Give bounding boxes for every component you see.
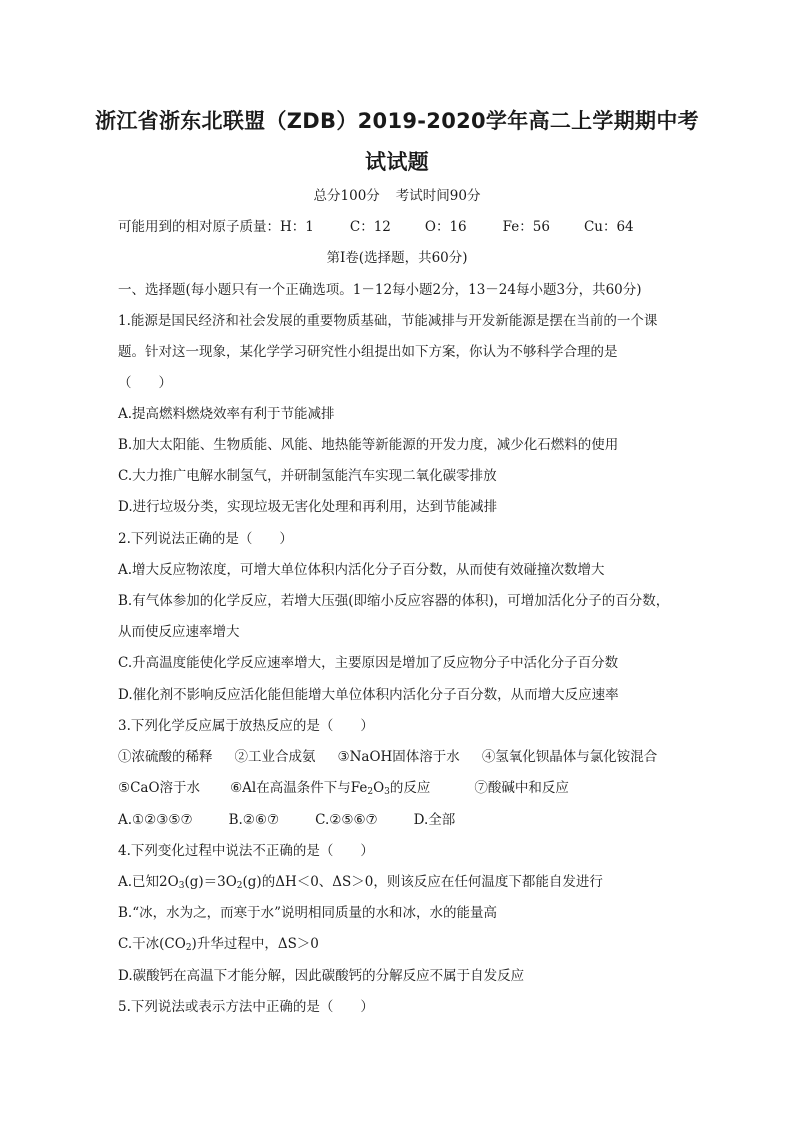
- mass-h: H：1: [280, 219, 314, 235]
- q3-option-b: B.②⑥⑦: [228, 812, 280, 828]
- q3-options: [118, 811, 455, 829]
- q1-blank: （ ）: [118, 375, 172, 391]
- total-score: 总分100分: [313, 188, 380, 204]
- q3-item-7: ⑦酸碱中和反应: [474, 780, 569, 796]
- q1-option-d: D.进行垃圾分类，实现垃圾无害化处理和再利用，达到节能减排: [118, 499, 498, 515]
- q1-stem-line1: 1.能源是国民经济和社会发展的重要物质基础，节能减排与开发新能源是摆在当前的一个课: [118, 313, 658, 329]
- q2-option-d: D.催化剂不影响反应活化能但能增大单位体积内活化分子百分数，从而增大反应速率: [118, 687, 619, 703]
- q3-item-1: ①浓硫酸的稀释: [118, 749, 213, 765]
- q2-option-c: C.升高温度能使化学反应速率增大，主要原因是增加了反应物分子中活化分子百分数: [118, 655, 619, 671]
- exam-meta: [60, 187, 734, 205]
- atomic-mass-line: [118, 218, 634, 236]
- exam-title-line1: 浙江省浙东北联盟（ZDB）2019-2020学年高二上学期期中考: [95, 109, 699, 133]
- q2-option-b-line1: B.有气体参加的化学反应，若增大压强(即缩小反应容器的体积)，可增加活化分子的百分数，: [118, 593, 670, 609]
- atomic-mass-label: 可能用到的相对原子质量：: [118, 219, 280, 235]
- q3-option-d: D.全部: [413, 812, 456, 828]
- q3-item-2: ②工业合成氨: [234, 749, 316, 765]
- mass-o: O：16: [424, 219, 467, 235]
- q3-item-6: ⑥Al在高温条件下与$Fe_2O_3$的反应: [230, 780, 431, 797]
- part-heading: 一、选择题(每小题只有一个正确选项。1－12每小题2分，13－24每小题3分，共60分): [118, 282, 642, 298]
- q1-option-c: C.大力推广电解水制氢气，并研制氢能汽车实现二氧化碳零排放: [118, 468, 497, 484]
- q2-option-a: A.增大反应物浓度，可增大单位体积内活化分子百分数，从而使有效碰撞次数增大: [118, 562, 605, 578]
- q1-option-a: A.提高燃料燃烧效率有利于节能减排: [118, 406, 335, 422]
- exam-title-line2: 试试题: [365, 150, 429, 174]
- section-heading: 第Ⅰ卷(选择题，共60分): [326, 250, 468, 266]
- q4-option-b: B.“冰，水为之，而寒于水”说明相同质量的水和冰，水的能量高: [118, 905, 498, 921]
- q3-stem: 3.下列化学反应属于放热反应的是（ ）: [118, 718, 374, 734]
- mass-c: C：12: [349, 219, 391, 235]
- q1-option-b: B.加大太阳能、生物质能、风能、地热能等新能源的开发力度，减少化石燃料的使用: [118, 437, 619, 453]
- q5-stem: 5.下列说法或表示方法中正确的是（ ）: [118, 999, 374, 1015]
- q3-items-row2: [118, 779, 569, 797]
- q1-stem-line2: 题。针对这一现象，某化学学习研究性小组提出如下方案，你认为不够科学合理的是: [118, 344, 618, 360]
- q3-item-5: ⑤CaO溶于水: [118, 780, 201, 796]
- q3-items-row1: [118, 748, 657, 766]
- exam-time: 考试时间90分: [395, 188, 481, 204]
- mass-cu: Cu：64: [583, 219, 634, 235]
- q3-option-a: A.①②③⑤⑦: [118, 812, 193, 828]
- mass-fe: Fe：56: [502, 219, 550, 235]
- q4-option-d: D.碳酸钙在高温下才能分解，因此碳酸钙的分解反应不属于自发反应: [118, 968, 525, 984]
- q3-option-c: C.②⑤⑥⑦: [315, 812, 378, 828]
- q4-stem: 4.下列变化过程中说法不正确的是（ ）: [118, 843, 374, 859]
- q2-option-b-line2: 从而使反应速率增大: [118, 624, 240, 640]
- q3-item-4: ④氢氧化钡晶体与氯化铵混合: [481, 749, 658, 765]
- q3-item-3: ③NaOH固体溶于水: [337, 749, 460, 765]
- q4-option-c: C.干冰$(CO_2)$升华过程中，ΔS＞0: [118, 936, 319, 953]
- q2-stem: 2.下列说法正确的是（ ）: [118, 531, 293, 547]
- q4-option-a: A.已知$2O_3(g)=3O_2(g)$的ΔH＜0、ΔS＞0，则该反应在任何温度下都能自发进行: [118, 874, 603, 891]
